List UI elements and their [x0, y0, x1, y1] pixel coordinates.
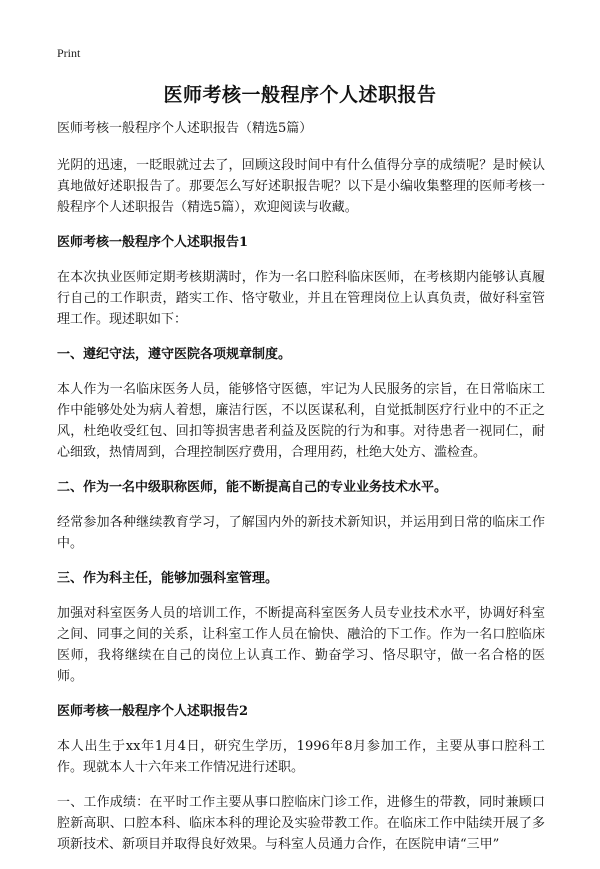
report2-heading: 医师考核一般程序个人述职报告2 [57, 704, 249, 719]
page-title: 医师考核一般程序个人述职报告 [163, 84, 437, 106]
report1-paragraph-3: 经常参加各种继续教育学习，了解国内外的新技术新知识，并运用到日常的临床工作中。 [57, 515, 545, 551]
report1-section-heading-3: 三、作为科主任，能够加强科室管理。 [57, 571, 279, 586]
report1-paragraph-1: 在本次执业医师定期考核期满时，作为一名口腔科临床医师，在考核期内能够认真履行自己的工作职责，踏实工作、恪守敬业，并且在管理岗位上认真负责，做好科室管理工作。现述职如下： [57, 270, 545, 327]
report1-heading: 医师考核一般程序个人述职报告1 [57, 235, 249, 250]
report2-paragraph-1: 本人出生于xx年1月4日，研究生学历，1996年8月参加工作，主要从事口腔科工作。现就本人十六年来工作情况进行述职。 [57, 739, 545, 775]
report1-section-heading-1: 一、遵纪守法，遵守医院各项规章制度。 [57, 347, 292, 362]
document-subtitle: 医师考核一般程序个人述职报告（精选5篇） [57, 121, 313, 136]
report1-paragraph-2: 本人作为一名临床医务人员，能够恪守医德，牢记为人民服务的宗旨，在日常临床工作中能够处处为病人着想，廉洁行医，不以医谋私利，自觉抵制医疗行业中的不正之风，杜绝收受红包、回扣等损害患者利益及医院的行为和事。对待患者一视同仁，耐心细致，热情周到，合理控制医疗费用，合理用药，杜绝大处方、滥检查。 [57, 382, 545, 460]
report1-paragraph-4: 加强对科室医务人员的培训工作，不断提高科室医务人员专业技术水平，协调好科室之间、同事之间的关系，让科室工作人员在愉快、融洽的下工作。作为一名口腔临床医师，我将继续在自己的岗位上认真工作、勤奋学习、恪尽职守，做一名合格的医师。 [57, 606, 545, 684]
report1-section-heading-2: 二、作为一名中级职称医师，能不断提高自己的专业业务技术水平。 [57, 480, 448, 495]
print-link[interactable]: Print [57, 46, 81, 60]
report2-paragraph-2: 一、工作成绩：在平时工作主要从事口腔临床门诊工作，进修生的带教，同时兼顾口腔新高职、口腔本科、临床本科的理论及实验带教工作。在临床工作中陆续开展了多项新技术、新项目并取得良好效果。与科室人员通力合作，在医院申请“三甲” [57, 795, 545, 852]
document-body [57, 118, 545, 869]
intro-paragraph: 光阴的迅速，一眨眼就过去了，回顾这段时间中有什么值得分享的成绩呢？是时候认真地做好述职报告了。那要怎么写好述职报告呢？以下是小编收集整理的医师考核一般程序个人述职报告（精选5篇），欢迎阅读与收藏。 [57, 158, 545, 215]
